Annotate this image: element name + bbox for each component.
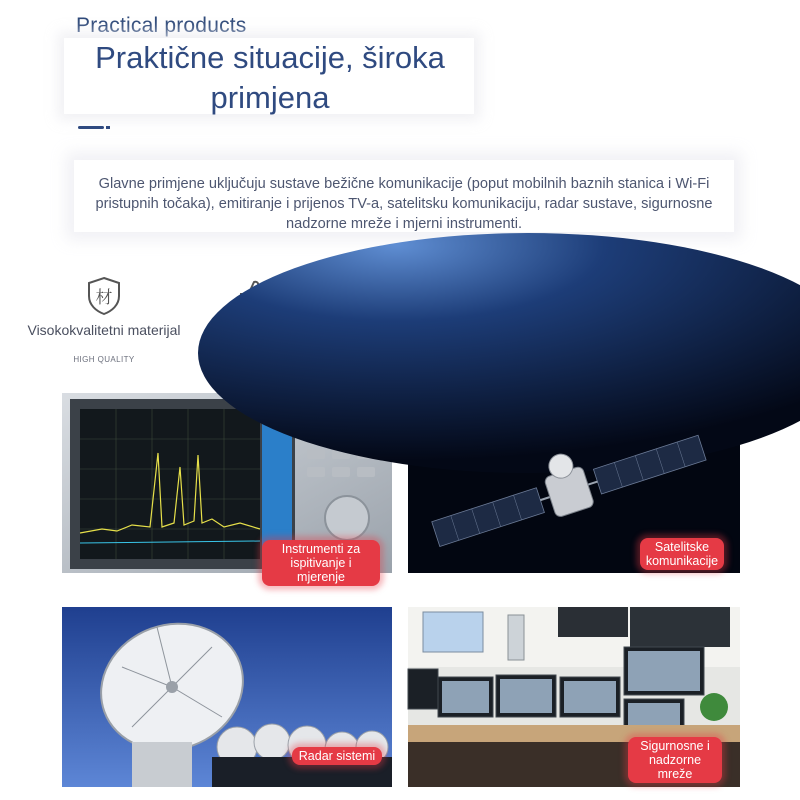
card-label: Radar sistemi [292, 747, 382, 765]
card-satellite-communications[interactable] [408, 393, 740, 573]
card-radar-systems[interactable] [62, 607, 392, 787]
feature-sub: HIGH QUALITY [73, 355, 135, 364]
card-security-surveillance[interactable] [408, 607, 740, 787]
card-label: Sigurnosne i nadzorne mreže [628, 737, 722, 783]
feature-high-quality [18, 274, 190, 364]
page-title: Praktične situacije, široka primjena [95, 40, 445, 115]
title-underline [78, 126, 104, 129]
feature-name: Visokokvalitetni materijal [27, 322, 181, 338]
material-shield-icon [82, 274, 126, 318]
eyebrow-heading: Practical products [76, 14, 247, 37]
card-label: Satelitske komunikacije [640, 538, 724, 570]
svg-text:材: 材 [95, 288, 113, 308]
description-text: Glavne primjene uključuju sustave bežične komunikacije (poput mobilnih baznih stanica i Wi-Fi pristupnih točaka), emitiranje i prijenos TV-a, satelitsku komunikaciju, radar sustave, sigurnosne nadzorne mreže i mjerni instrumenti. [95, 176, 713, 232]
card-label: Instrumenti za ispitivanje i mjerenje [262, 540, 380, 586]
title-underline-dot [106, 126, 110, 129]
